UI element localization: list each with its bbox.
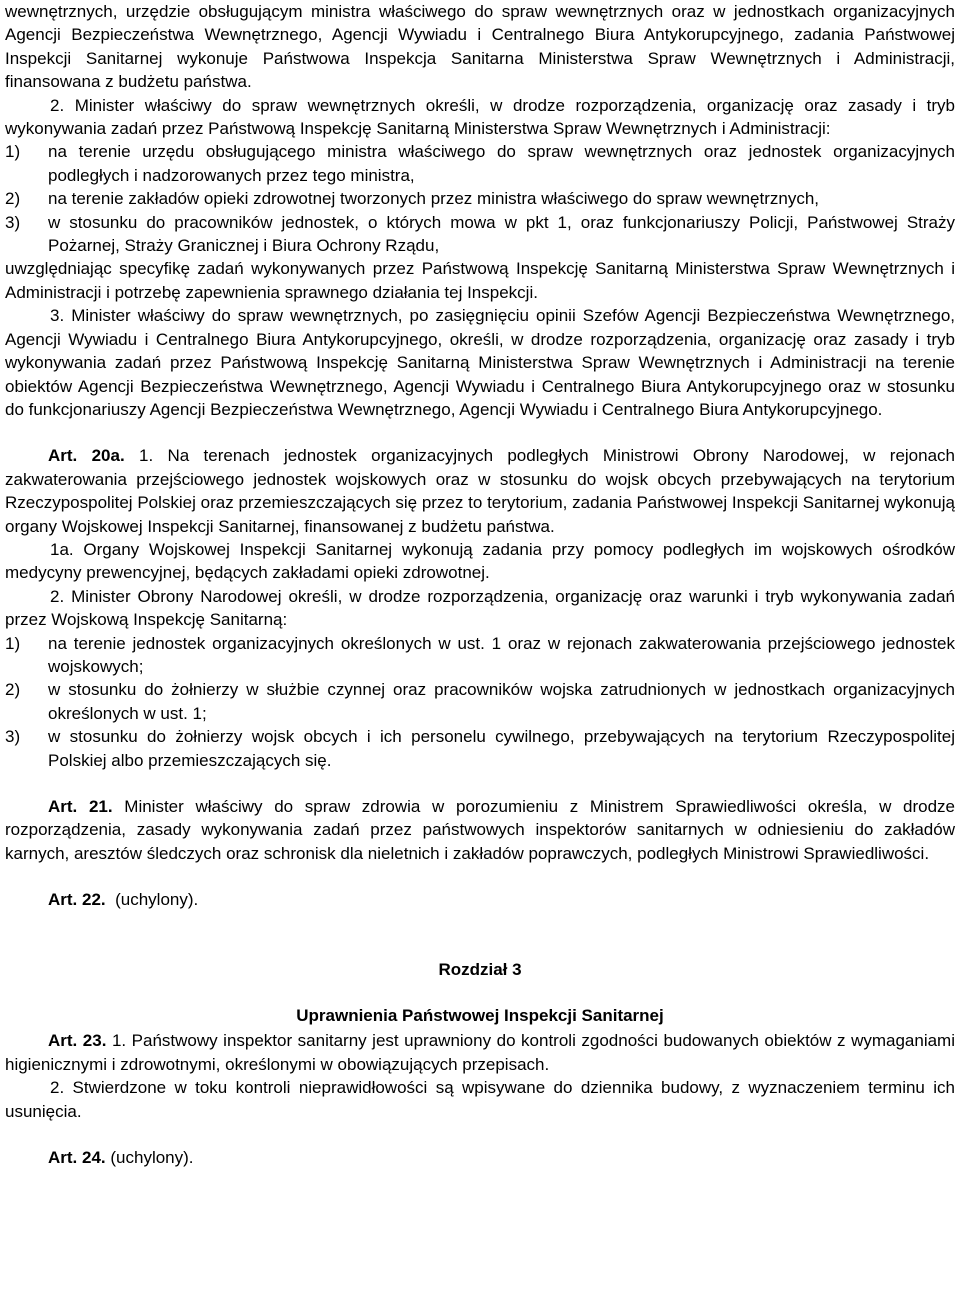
- list-item: 2) na terenie zakładów opieki zdrowotnej tworzonych przez ministra właściwego do spraw wewnętrznych,: [5, 189, 820, 209]
- article-21: [5, 795, 955, 865]
- paragraph: uwzględniając specyfikę zadań wykonywanych przez Państwową Inspekcję Sanitarną Ministerstwa Spraw Wewnętrznych i Administracji i potrzebę zapewnienia sprawnego działania tej Inspekcji.: [5, 259, 955, 302]
- paragraph: 2. Minister Obrony Narodowej określi, w drodze rozporządzenia, organizację oraz warunki i tryb wykonywania zadań przez Wojskową Inspekcję Sanitarną:: [5, 586, 955, 630]
- list-item: 1) na terenie urzędu obsługującego ministra właściwego do spraw wewnętrznych oraz jednostek organizacyjnych podległych i nadzorowanych przez tego ministra,: [5, 142, 955, 185]
- article-23: [5, 1029, 955, 1123]
- list-item: 3) w stosunku do żołnierzy wojsk obcych i ich personelu cywilnego, przebywających na terytorium Rzeczypospolitej Polskiej albo przemieszczających się.: [5, 727, 955, 770]
- article-label: Art. 22.: [48, 890, 106, 910]
- paragraph: Art. 23. 1. Państwowy inspektor sanitarny jest uprawniony do kontroli zgodności budowanych obiektów z wymaganiami higienicznymi i zdrowotnymi, określonymi w obowiązujących przepisach.: [5, 1031, 955, 1074]
- article-24: [5, 1146, 955, 1169]
- list-item: 1) na terenie jednostek organizacyjnych określonych w ust. 1 oraz w rejonach zakwaterowania przejściowego jednostek wojskowych;: [5, 633, 955, 676]
- list-item: 2) w stosunku do żołnierzy w służbie czynnej oraz pracowników wojska zatrudnionych w jednostkach organizacyjnych określonych w ust. 1;: [5, 680, 955, 723]
- article-label: Art. 24.: [48, 1148, 106, 1168]
- paragraph: Art. 22. (uchylony).: [48, 890, 199, 910]
- list-item: 3) w stosunku do pracowników jednostek, o których mowa w pkt 1, oraz funkcjonariuszy Policji, Państwowej Straży Pożarnej, Straży Granicznej i Biura Ochrony Rządu,: [5, 212, 955, 256]
- paragraph: 3. Minister właściwy do spraw wewnętrznych, po zasięgnięciu opinii Szefów Agencji Bezpieczeństwa Wewnętrznego, Agencji Wywiadu i Centralnego Biura Antykorupcyjnego, określi, w drodze rozporządzenia, organizację oraz zasady i tryb wykonywania zadań przez Państwową Inspekcję Sanitarną Ministerstwa Spraw Wewnętrznych i Administracji na terenie obiektów Agencji Bezpieczeństwa Wewnętrznego, Agencji Wywiadu i Centralnego Biura Antykorupcyjnego oraz w stosunku do funkcjonariuszy Agencji Bezpieczeństwa Wewnętrznego, Agencji Wywiadu i Centralnego Biura Antykorupcyjnego.: [5, 306, 955, 419]
- paragraph: Art. 24. (uchylony).: [48, 1148, 194, 1168]
- article-22: [5, 888, 955, 911]
- chapter-title: Uprawnienia Państwowej Inspekcji Sanitarnej: [296, 1006, 664, 1026]
- paragraph: Art. 21. Minister właściwy do spraw zdrowia w porozumieniu z Ministrem Sprawiedliwości określa, w drodze rozporządzenia, zasady wykonywania zadań przez państwowych inspektorów sanitarnych w odniesieniu do zakładów karnych, aresztów śledczych oraz schronisk dla nieletnich i zakładów poprawczych, podległych Ministrowi Sprawiedliwości.: [5, 797, 955, 863]
- chapter-number: Rozdział 3: [438, 959, 522, 979]
- art-20-continuation: [5, 0, 955, 421]
- article-label: Art. 20a.: [48, 446, 125, 466]
- paragraph: 1a. Organy Wojskowej Inspekcji Sanitarnej wykonują zadania przy pomocy podległych im wojskowych ośrodków medycyny prewencyjnej, będących zakładami opieki zdrowotnej.: [5, 539, 955, 583]
- article-label: Art. 23.: [48, 1031, 107, 1051]
- article-20a: [5, 444, 955, 772]
- paragraph: wewnętrznych, urzędzie obsługującym ministra właściwego do spraw wewnętrznych oraz w jednostkach organizacyjnych Agencji Bezpieczeństwa Wewnętrznego, Agencji Wywiadu i Centralnego Biura Antykorupcyjnego, zadania Państwowej Inspekcji Sanitarnej wykonuje Państwowa Inspekcja Sanitarna Ministerstwa Spraw Wewnętrznych i Administracji, finansowana z budżetu państwa.: [5, 2, 955, 92]
- paragraph: Art. 20a. 1. Na terenach jednostek organizacyjnych podległych Ministrowi Obrony Narodowej, w rejonach zakwaterowania przejściowego jednostek wojskowych oraz w stosunku do wojsk obcych przebywających na terytorium Rzeczypospolitej Polskiej oraz przemieszczających się przez to terytorium, zadania Państwowej Inspekcji Sanitarnej wykonują organy Wojskowej Inspekcji Sanitarnej, finansowanej z budżetu państwa.: [5, 446, 955, 536]
- paragraph: 2. Stwierdzone w toku kontroli nieprawidłowości są wpisywane do dziennika budowy, z wyznaczeniem terminu ich usunięcia.: [5, 1078, 955, 1121]
- article-label: Art. 21.: [48, 797, 113, 816]
- paragraph: 2. Minister właściwy do spraw wewnętrznych określi, w drodze rozporządzenia, organizację oraz zasady i tryb wykonywania zadań przez Państwową Inspekcję Sanitarną Ministerstwa Spraw Wewnętrznych i Administracji:: [5, 95, 955, 139]
